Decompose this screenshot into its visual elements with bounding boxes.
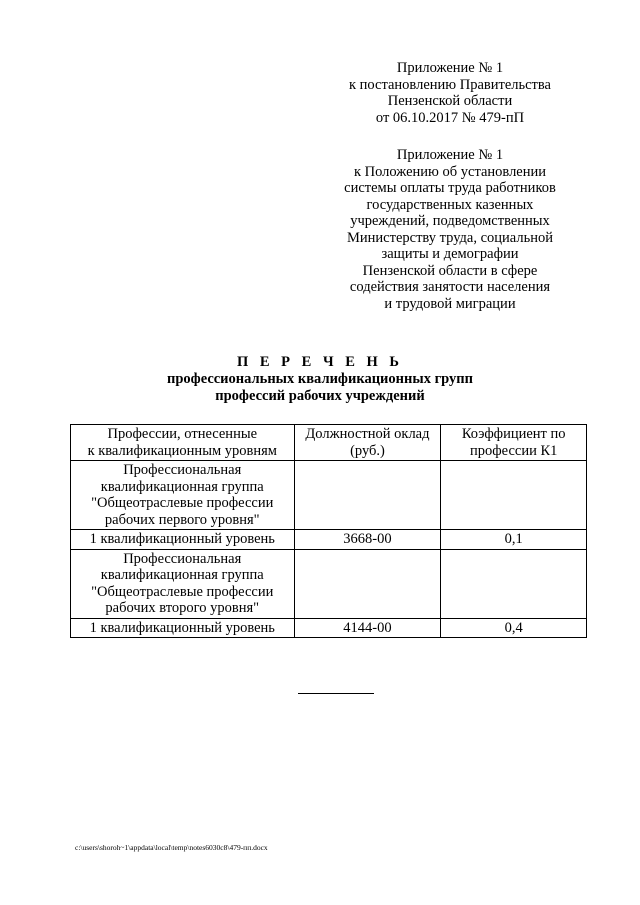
level-cell: 1 квалификационный уровень <box>71 618 295 638</box>
empty-cell <box>294 461 441 530</box>
salary-cell: 4144-00 <box>294 618 441 638</box>
appendix-2-line: системы оплаты труда работников <box>344 180 556 196</box>
header-salary: Должностной оклад (руб.) <box>294 425 441 461</box>
appendix-2-line: содействия занятости населения <box>349 279 551 295</box>
appendix-2-line: государственных казенных <box>366 196 534 213</box>
appendix-1-line: к постановлению Правительства <box>349 76 551 93</box>
appendix-2-line: и трудовой миграции <box>384 295 516 312</box>
table-header-row <box>71 425 587 461</box>
table-row <box>71 461 587 530</box>
table-row <box>71 618 587 638</box>
title-subtitle-line: профессий рабочих учреждений <box>215 388 425 404</box>
appendix-2-line: учреждений, подведомственных <box>350 213 550 229</box>
coefficient-cell: 0,1 <box>441 530 587 550</box>
qualification-groups-table <box>70 424 587 638</box>
group-name-cell: Профессиональная квалификационная группа "Общеотраслевые профессии рабочих первого уровня" <box>71 461 295 530</box>
document-title <box>0 354 640 405</box>
table-row <box>71 549 587 618</box>
coefficient-cell: 0,4 <box>441 618 587 638</box>
appendix-1-line: Пензенской области <box>387 93 513 109</box>
appendix-2-line: Пензенской области в сфере <box>362 262 538 279</box>
empty-cell <box>441 461 587 530</box>
empty-cell <box>294 549 441 618</box>
appendix-2-line: к Положению об установлении <box>353 163 547 180</box>
table-row <box>71 530 587 550</box>
appendix-1-line: Приложение № 1 <box>396 60 504 76</box>
appendix-2-line: Приложение № 1 <box>396 147 504 163</box>
title-subtitle-line: профессиональных квалификационных групп <box>167 371 473 387</box>
header-professions: Профессии, отнесенные к квалификационным уровням <box>71 425 295 461</box>
level-cell: 1 квалификационный уровень <box>71 530 295 550</box>
appendix-2-line: защиты и демографии <box>381 246 519 262</box>
appendix-1-line: от 06.10.2017 № 479-пП <box>375 109 525 126</box>
appendix-header-1 <box>320 60 580 126</box>
salary-cell: 3668-00 <box>294 530 441 550</box>
separator-line <box>298 693 374 694</box>
empty-cell <box>441 549 587 618</box>
header-coefficient: Коэффициент по профессии К1 <box>441 425 587 461</box>
footer-file-path: c:\users\shoroh~1\appdata\local\temp\notes6030c8\479-пп.docx <box>75 843 268 852</box>
appendix-header-2 <box>320 147 580 312</box>
title-main: П Е Р Е Ч Е Н Ь <box>236 354 404 370</box>
appendix-2-line: Министерству труда, социальной <box>347 229 553 246</box>
group-name-cell: Профессиональная квалификационная группа "Общеотраслевые профессии рабочих второго уровня" <box>71 549 295 618</box>
